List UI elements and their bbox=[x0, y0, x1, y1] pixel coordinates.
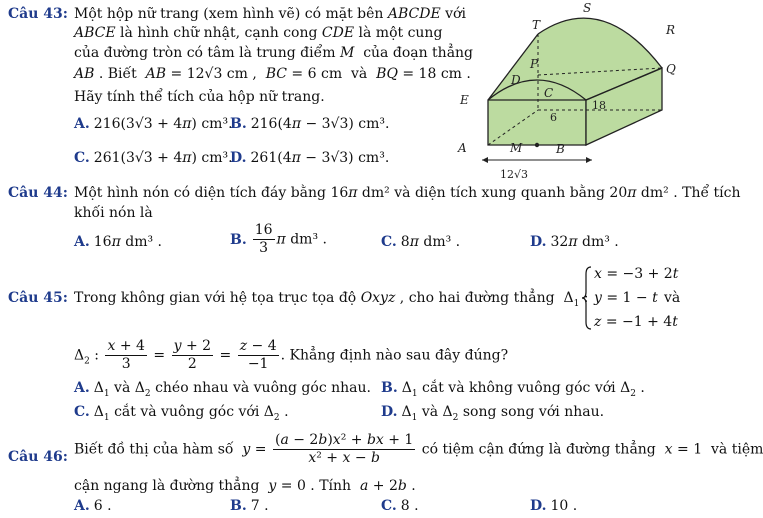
q45-option-a[interactable]: A. $\Delta_1$ và $\Delta_2$ chéo nhau và vuông góc nhau. bbox=[74, 380, 371, 399]
q46-option-c[interactable]: C. 8 . bbox=[381, 498, 419, 514]
q46-option-b[interactable]: B. 7 . bbox=[230, 498, 269, 514]
label-s: S bbox=[583, 1, 592, 15]
q44-option-d[interactable]: D. 32π dm³ . bbox=[530, 234, 619, 250]
q43-label: Câu 43: bbox=[8, 6, 68, 22]
q44-option-c[interactable]: C. 8π dm³ . bbox=[381, 234, 461, 250]
q43-option-c[interactable]: C. 261(3√3 + 4π) cm³. bbox=[74, 150, 233, 166]
label-b: B bbox=[556, 142, 565, 156]
q43-line-2: ABCE là hình chữ nhật, cạnh cong CDE là một cung bbox=[74, 25, 443, 41]
q45-option-c[interactable]: C. $\Delta_1$ cắt và vuông góc với $\Delta_2$ . bbox=[74, 404, 289, 423]
q45-option-d[interactable]: D. $\Delta_1$ và $\Delta_2$ song song với nhau. bbox=[381, 404, 605, 423]
q44-option-a[interactable]: A. 16π dm³ . bbox=[74, 234, 162, 250]
length-6: 6 bbox=[550, 111, 557, 124]
q46-label: Câu 46: bbox=[8, 449, 68, 465]
length-18: 18 bbox=[592, 99, 606, 112]
q44-option-b[interactable]: B. $\frac{16}{3}$ π dm³ . bbox=[230, 222, 327, 256]
label-q: Q bbox=[666, 62, 676, 76]
q43-line-3: của đường tròn có tâm là trung điểm M của đoạn thẳng bbox=[74, 45, 474, 61]
q45-and: và bbox=[664, 290, 681, 306]
q45-line-1: Trong không gian với hệ tọa trục tọa độ Oxyz , cho hai đường thẳng $\Delta_1$ : bbox=[74, 290, 589, 309]
system-eq-3: z = −1 + 4t bbox=[594, 314, 678, 330]
q43-line-4: AB . Biết AB = 12√3 cm , BC = 6 cm và BQ = 18 cm . bbox=[74, 66, 471, 82]
system-eq-2: y = 1 − t bbox=[594, 290, 658, 306]
q46-line-1: Biết đồ thị của hàm số y = $\frac{\text{(a − 2b)x² + bx + 1}}{\text{x² + x − b}}$ có tiệm cận đứng là đường thẳng x = 1 và tiệm bbox=[74, 432, 763, 466]
q43-line-1: Một hộp nữ trang (xem hình vẽ) có mặt bên ABCDE với bbox=[74, 6, 466, 22]
q45-line-2: $\Delta_2$ : $\frac{x + 4}{3}$ = $\frac{y + 2}{2}$ = $\frac{z - 4}{-1}$ . Khẳng định nào sau đây đúng? bbox=[74, 338, 509, 372]
label-e: E bbox=[460, 93, 469, 107]
label-a: A bbox=[458, 141, 467, 155]
label-r: R bbox=[666, 23, 676, 37]
q44-line-2: khối nón là bbox=[74, 205, 153, 221]
q43-option-a[interactable]: A. 216(3√3 + 4π) cm³. bbox=[74, 116, 233, 132]
system-brace bbox=[582, 266, 592, 330]
label-p: P bbox=[530, 57, 539, 71]
system-eq-1: x = −3 + 2t bbox=[594, 266, 679, 282]
q46-option-d[interactable]: D. 10 . bbox=[530, 498, 578, 514]
label-t: T bbox=[532, 18, 541, 32]
label-d: D bbox=[511, 73, 521, 87]
label-m: M bbox=[510, 141, 523, 155]
q43-option-b[interactable]: B. 216(4π − 3√3) cm³. bbox=[230, 116, 390, 132]
box-front-face bbox=[488, 80, 586, 145]
q44-label: Câu 44: bbox=[8, 185, 68, 201]
q45-label: Câu 45: bbox=[8, 290, 68, 306]
label-c: C bbox=[544, 86, 554, 100]
q46-option-a[interactable]: A. 6 . bbox=[74, 498, 112, 514]
q45-option-b[interactable]: B. $\Delta_1$ cắt và không vuông góc với $\Delta_2$ . bbox=[381, 380, 645, 399]
q43-option-d[interactable]: D. 261(4π − 3√3) cm³. bbox=[230, 150, 390, 166]
q46-line-2: cận ngang là đường thẳng y = 0 . Tính a + 2b . bbox=[74, 478, 416, 494]
jewelry-box-figure bbox=[452, 0, 685, 182]
length-12sqrt3: 12√3 bbox=[500, 168, 529, 181]
q44-line-1: Một hình nón có diện tích đáy bằng 16π dm² và diện tích xung quanh bằng 20π dm² . Thể tích bbox=[74, 185, 741, 201]
q43-line-5: Hãy tính thể tích của hộp nữ trang. bbox=[74, 89, 325, 105]
